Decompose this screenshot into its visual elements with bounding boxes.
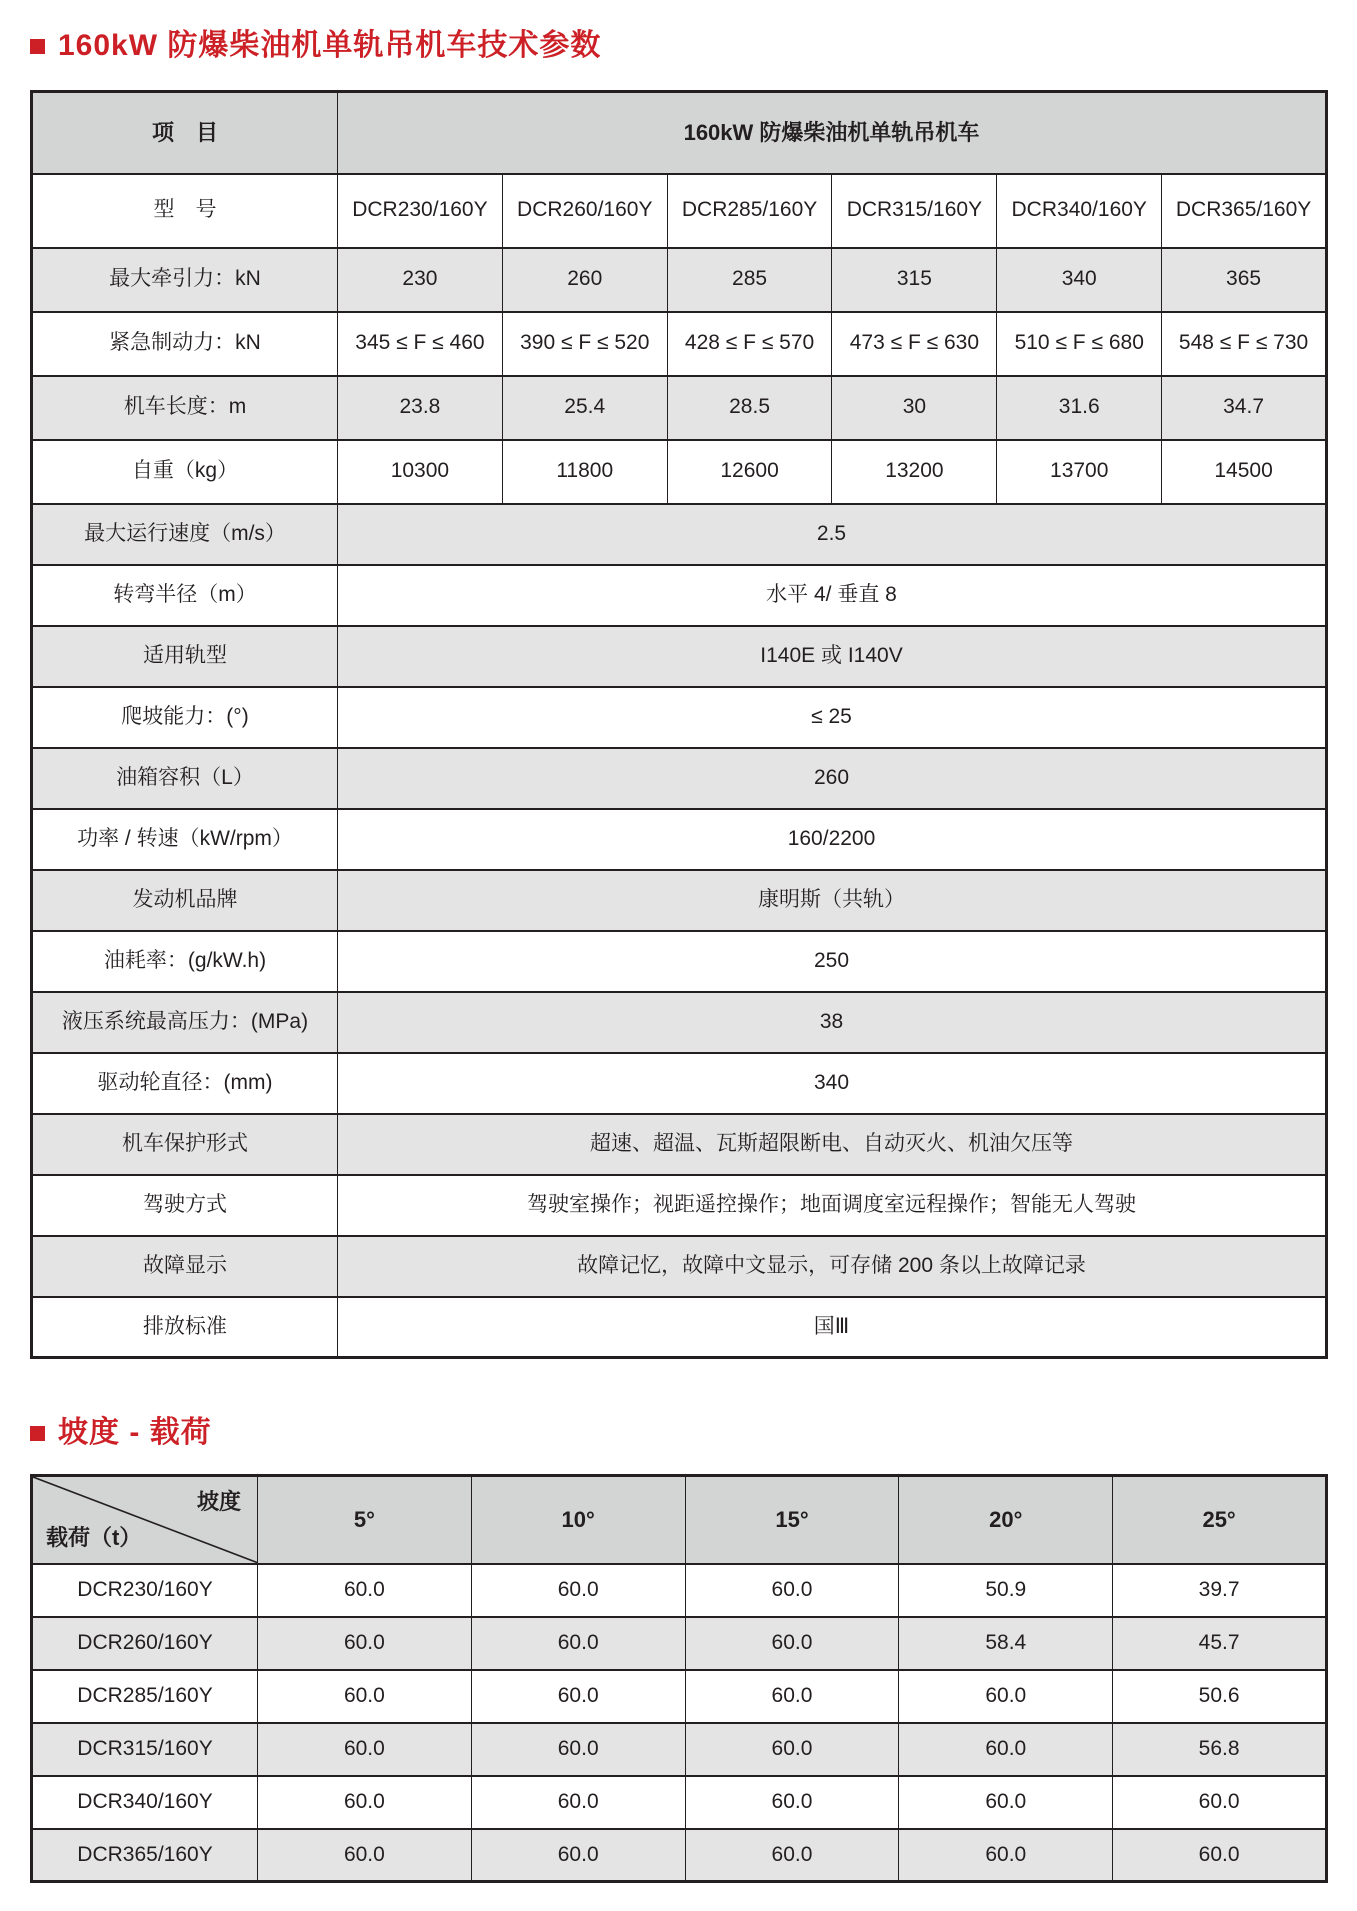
slope-load-table	[30, 1474, 1328, 1883]
row-label-cell: 驱动轮直径：(mm)	[32, 1053, 338, 1114]
row-label-cell: 最大运行速度（m/s）	[32, 504, 338, 565]
spec-header-group-cell: 160kW 防爆柴油机单轨吊机车	[338, 92, 1327, 174]
value-cell: 345 ≤ F ≤ 460	[338, 312, 503, 376]
slope-column-header: 25°	[1113, 1476, 1327, 1564]
load-value-cell: 60.0	[258, 1670, 472, 1723]
value-cell: 25.4	[502, 376, 667, 440]
slope-axis-label: 坡度	[196, 1489, 241, 1514]
row-label-cell: 排放标准	[32, 1297, 338, 1358]
model-header-cell: DCR340/160Y	[997, 174, 1162, 248]
value-cell: 340	[997, 248, 1162, 312]
load-value-cell: 60.0	[471, 1776, 685, 1829]
load-value-cell: 50.6	[1113, 1670, 1327, 1723]
load-value-cell: 60.0	[685, 1723, 899, 1776]
load-value-cell: 60.0	[471, 1829, 685, 1882]
load-header-row	[32, 1476, 1327, 1564]
load-value-cell: 60.0	[471, 1723, 685, 1776]
load-value-cell: 60.0	[1113, 1829, 1327, 1882]
section2-title-text: 坡度 - 载荷	[58, 1416, 212, 1449]
spec-header-item-cell: 项 目	[32, 92, 338, 174]
model-cell: DCR260/160Y	[32, 1617, 258, 1670]
merged-value-cell: 38	[338, 992, 1327, 1053]
row-label-cell: 机车保护形式	[32, 1114, 338, 1175]
model-header-cell: DCR315/160Y	[832, 174, 997, 248]
row-label-cell: 适用轨型	[32, 626, 338, 687]
spec-table	[30, 90, 1328, 1359]
table-row	[32, 1053, 1327, 1114]
merged-value-cell: 国Ⅲ	[338, 1297, 1327, 1358]
value-cell: 30	[832, 376, 997, 440]
table-row	[32, 626, 1327, 687]
table-row	[32, 1723, 1327, 1776]
section1-title	[30, 26, 1328, 65]
table-row	[32, 1617, 1327, 1670]
value-cell: 14500	[1162, 440, 1327, 504]
table-row	[32, 1114, 1327, 1175]
table-row	[32, 1776, 1327, 1829]
row-label-cell: 油耗率：(g/kW.h)	[32, 931, 338, 992]
load-value-cell: 60.0	[899, 1829, 1113, 1882]
merged-value-cell: 超速、超温、瓦斯超限断电、自动灭火、机油欠压等	[338, 1114, 1327, 1175]
value-cell: 428 ≤ F ≤ 570	[667, 312, 832, 376]
table-row	[32, 748, 1327, 809]
row-label-cell: 型 号	[32, 174, 338, 248]
value-cell: 13200	[832, 440, 997, 504]
load-value-cell: 60.0	[685, 1829, 899, 1882]
load-value-cell: 60.0	[685, 1670, 899, 1723]
merged-value-cell: 故障记忆，故障中文显示，可存储 200 条以上故障记录	[338, 1236, 1327, 1297]
table-row	[32, 248, 1327, 312]
value-cell: 315	[832, 248, 997, 312]
merged-value-cell: ≤ 25	[338, 687, 1327, 748]
value-cell: 28.5	[667, 376, 832, 440]
row-label-cell: 驾驶方式	[32, 1175, 338, 1236]
row-label-cell: 自重（kg）	[32, 440, 338, 504]
model-cell: DCR340/160Y	[32, 1776, 258, 1829]
load-value-cell: 45.7	[1113, 1617, 1327, 1670]
table-row	[32, 931, 1327, 992]
table-row	[32, 1297, 1327, 1358]
table-row	[32, 174, 1327, 248]
section2-title	[30, 1413, 1328, 1452]
load-value-cell: 60.0	[258, 1617, 472, 1670]
value-cell: 390 ≤ F ≤ 520	[502, 312, 667, 376]
table-row	[32, 809, 1327, 870]
table-row	[32, 440, 1327, 504]
table-row	[32, 870, 1327, 931]
merged-value-cell: 340	[338, 1053, 1327, 1114]
load-value-cell: 60.0	[258, 1776, 472, 1829]
slope-column-header: 20°	[899, 1476, 1113, 1564]
model-header-cell: DCR365/160Y	[1162, 174, 1327, 248]
value-cell: 11800	[502, 440, 667, 504]
load-value-cell: 56.8	[1113, 1723, 1327, 1776]
row-label-cell: 机车长度：m	[32, 376, 338, 440]
merged-value-cell: 2.5	[338, 504, 1327, 565]
section1-title-text: 160kW 防爆柴油机单轨吊机车技术参数	[58, 29, 602, 62]
load-value-cell: 58.4	[899, 1617, 1113, 1670]
merged-value-cell: 260	[338, 748, 1327, 809]
value-cell: 12600	[667, 440, 832, 504]
row-label-cell: 爬坡能力：(°)	[32, 687, 338, 748]
load-value-cell: 60.0	[471, 1617, 685, 1670]
value-cell: 510 ≤ F ≤ 680	[997, 312, 1162, 376]
value-cell: 23.8	[338, 376, 503, 440]
value-cell: 10300	[338, 440, 503, 504]
merged-value-cell: I140E 或 I140V	[338, 626, 1327, 687]
slope-column-header: 15°	[685, 1476, 899, 1564]
table-row	[32, 1670, 1327, 1723]
load-value-cell: 60.0	[1113, 1776, 1327, 1829]
diagonal-header-cell	[32, 1476, 258, 1564]
load-axis-label: 载荷（t）	[46, 1525, 142, 1550]
row-label-cell: 油箱容积（L）	[32, 748, 338, 809]
table-row	[32, 1829, 1327, 1882]
load-value-cell: 60.0	[471, 1670, 685, 1723]
merged-value-cell: 驾驶室操作；视距遥控操作；地面调度室远程操作；智能无人驾驶	[338, 1175, 1327, 1236]
merged-value-cell: 康明斯（共轨）	[338, 870, 1327, 931]
table-row	[32, 1175, 1327, 1236]
table-row	[32, 565, 1327, 626]
load-value-cell: 60.0	[258, 1829, 472, 1882]
row-label-cell: 功率 / 转速（kW/rpm）	[32, 809, 338, 870]
value-cell: 548 ≤ F ≤ 730	[1162, 312, 1327, 376]
merged-value-cell: 250	[338, 931, 1327, 992]
model-header-cell: DCR285/160Y	[667, 174, 832, 248]
value-cell: 285	[667, 248, 832, 312]
model-cell: DCR285/160Y	[32, 1670, 258, 1723]
value-cell: 31.6	[997, 376, 1162, 440]
red-square-bullet-icon	[30, 39, 45, 54]
model-cell: DCR365/160Y	[32, 1829, 258, 1882]
row-label-cell: 发动机品牌	[32, 870, 338, 931]
load-value-cell: 60.0	[258, 1564, 472, 1617]
model-header-cell: DCR260/160Y	[502, 174, 667, 248]
table-row	[32, 1236, 1327, 1297]
row-label-cell: 紧急制动力：kN	[32, 312, 338, 376]
load-value-cell: 60.0	[258, 1723, 472, 1776]
load-value-cell: 60.0	[899, 1776, 1113, 1829]
table-row	[32, 376, 1327, 440]
load-value-cell: 60.0	[899, 1670, 1113, 1723]
value-cell: 260	[502, 248, 667, 312]
value-cell: 13700	[997, 440, 1162, 504]
merged-value-cell: 160/2200	[338, 809, 1327, 870]
slope-column-header: 10°	[471, 1476, 685, 1564]
load-value-cell: 60.0	[685, 1564, 899, 1617]
row-label-cell: 故障显示	[32, 1236, 338, 1297]
load-value-cell: 60.0	[685, 1617, 899, 1670]
model-cell: DCR315/160Y	[32, 1723, 258, 1776]
spec-header-row	[32, 92, 1327, 174]
row-label-cell: 液压系统最高压力：(MPa)	[32, 992, 338, 1053]
table-row	[32, 504, 1327, 565]
load-value-cell: 60.0	[471, 1564, 685, 1617]
table-row	[32, 687, 1327, 748]
value-cell: 230	[338, 248, 503, 312]
merged-value-cell: 水平 4/ 垂直 8	[338, 565, 1327, 626]
slope-column-header: 5°	[258, 1476, 472, 1564]
model-header-cell: DCR230/160Y	[338, 174, 503, 248]
red-square-bullet-icon	[30, 1426, 45, 1441]
table-row	[32, 312, 1327, 376]
model-cell: DCR230/160Y	[32, 1564, 258, 1617]
table-row	[32, 1564, 1327, 1617]
row-label-cell: 转弯半径（m）	[32, 565, 338, 626]
load-value-cell: 60.0	[899, 1723, 1113, 1776]
table-row	[32, 992, 1327, 1053]
value-cell: 34.7	[1162, 376, 1327, 440]
load-value-cell: 50.9	[899, 1564, 1113, 1617]
load-value-cell: 60.0	[685, 1776, 899, 1829]
value-cell: 365	[1162, 248, 1327, 312]
value-cell: 473 ≤ F ≤ 630	[832, 312, 997, 376]
load-value-cell: 39.7	[1113, 1564, 1327, 1617]
row-label-cell: 最大牵引力：kN	[32, 248, 338, 312]
